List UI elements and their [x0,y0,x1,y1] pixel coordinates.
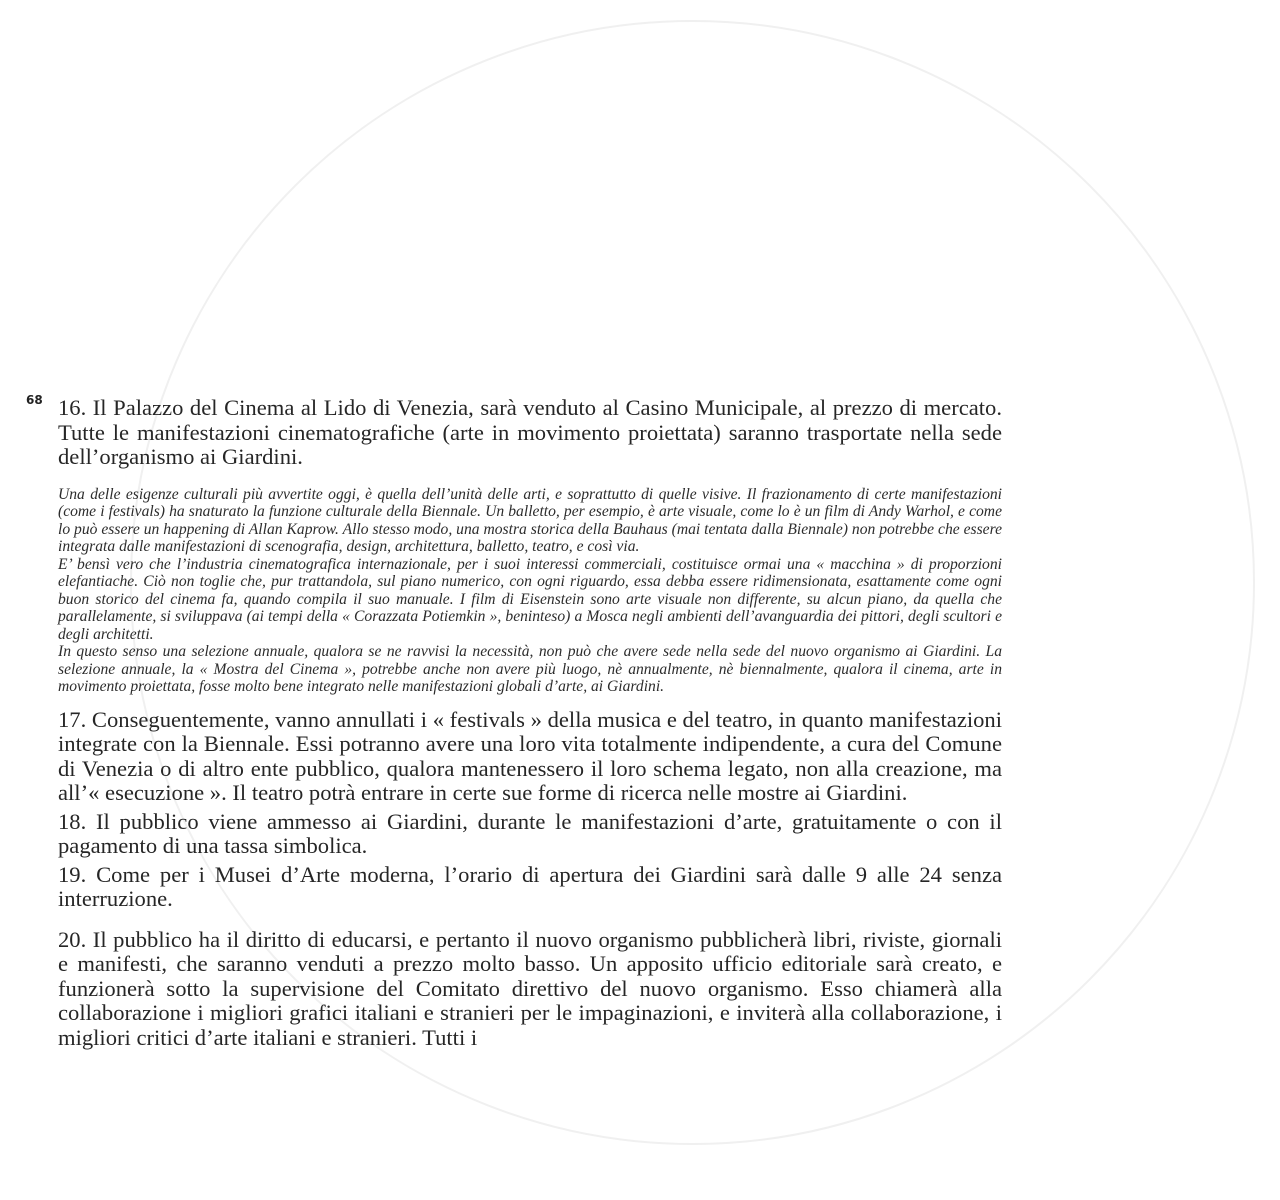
page-number: 68 [26,393,43,407]
paragraph-19: 19. Come per i Musei d’Arte moderna, l’orario di apertura dei Giardini sarà dalle 9 alle 24 senza interruzione. [58,861,1002,911]
paragraph-20: 20. Il pubblico ha il diritto di educarsi, e pertanto il nuovo organismo pubblicherà libri, riviste, giornali e manifesti, che saranno venduti a prezzo molto basso. Un apposito ufficio editoriale sarà creato, e funzionerà sotto la supervisione del Comitato direttivo del nuovo organismo. Esso chiamerà alla collaborazione i migliori grafici italiani e stranieri per le impaginazioni, e inviterà alla collaborazione, i migliori critici d’arte italiani e stranieri. Tutti i [58,926,1002,1050]
commentary-film-industry: E’ bensì vero che l’industria cinematografica internazionale, per i suoi interessi commerciali, costituisce ormai una « macchina » di proporzioni elefantiache. Ciò non toglie che, pur trattandola, sul piano numerico, con ogni riguardo, essa debba essere ridimensionata, esattamente come ogni buon storico del cinema fa, quando compila il suo manuale. I film di Eisenstein sono arte visuale non differente, su alcun piano, da quella che parallelamente, si sviluppava (ai tempi della « Corazzata Potiemkin », beninteso) a Mosca negli ambienti dell’avanguardia dei pittori, degli scultori e degli architetti. [58,555,1002,643]
paragraph-18: 18. Il pubblico viene ammesso ai Giardini, durante le manifestazioni d’arte, gratuitamente o con il pagamento di una tassa simbolica. [58,808,1002,858]
commentary-unity-of-arts: Una delle esigenze culturali più avvertite oggi, è quella dell’unità delle arti, e soprattutto di quelle visive. Il frazionamento di certe manifestazioni (come i festivals) ha snaturato la funzione culturale della Biennale. Un balletto, per esempio, è arte visuale, come lo è un film di Andy Warhol, e come lo può essere un happening di Allan Kaprow. Allo stesso modo, una mostra storica della Bauhaus (mai tentata dalla Biennale) non potrebbe che essere integrata dalle manifestazioni di scenografia, design, architettura, balletto, teatro, e così via. [58,485,1002,555]
paragraph-17: 17. Conseguentemente, vanno annullati i « festivals » della musica e del teatro, in quanto manifestazioni integrate con la Biennale. Essi potranno avere una loro vita totalmente indipendente, a cura del Comune di Venezia o di altro ente pubblico, qualora mantenessero il loro schema legato, non alla creazione, ma all’« esecuzione ». Il teatro potrà entrare in certe sue forme di ricerca nelle mostre ai Giardini. [58,706,1002,805]
commentary-annual-selection: In questo senso una selezione annuale, qualora se ne ravvisi la necessità, non può che avere sede nella sede del nuovo organismo ai Giardini. La selezione annuale, la « Mostra del Cinema », potrebbe anche non avere più luogo, nè annualmente, nè biennalmente, qualora il cinema, arte in movimento proiettata, fosse molto bene integrato nelle manifestazioni globali d’arte, ai Giardini. [58,643,1002,695]
text-column [58,396,1002,1050]
paragraph-16: 16. Il Palazzo del Cinema al Lido di Venezia, sarà venduto al Casino Municipale, al prezzo di mercato. Tutte le manifestazioni cinematografiche (arte in movimento proiettata) saranno trasportate nella sede dell’organismo ai Giardini. [58,395,1002,469]
